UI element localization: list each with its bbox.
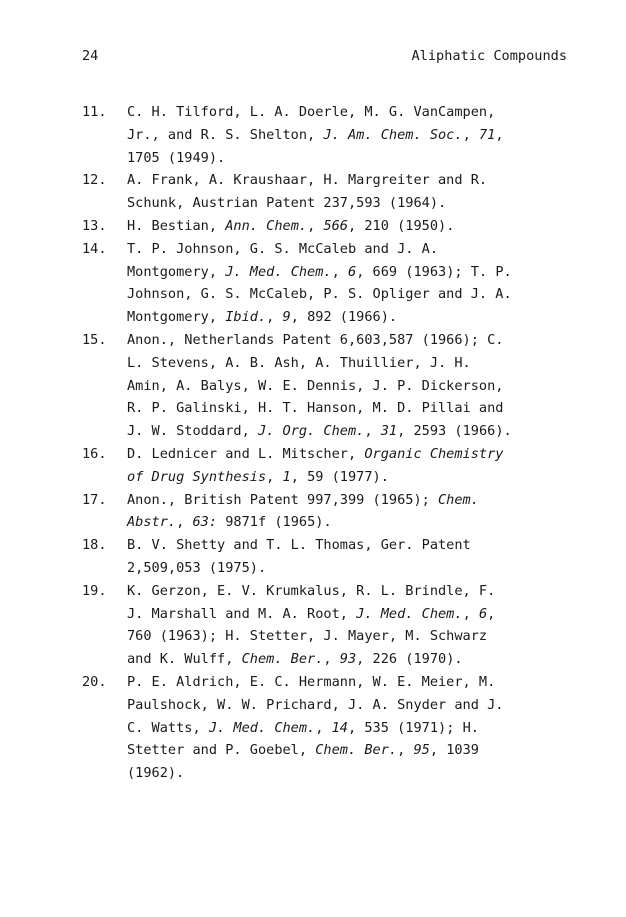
citation-text: ,: [331, 263, 348, 280]
reference-line: [127, 762, 572, 785]
reference-line: [127, 671, 572, 694]
reference-line: [127, 147, 572, 170]
citation-text: Paulshock, W. W. Prichard, J. A. Snyder and J.: [127, 696, 504, 713]
reference-line: [127, 101, 572, 124]
reference-line: [127, 352, 572, 375]
citation-text: Amin, A. Balys, W. E. Dennis, J. P. Dickerson,: [127, 377, 504, 394]
citation-text: , 2593 (1966).: [397, 423, 512, 440]
citation-text: Jr., and R. S. Shelton,: [127, 126, 324, 143]
citation-italic-text: 95: [413, 742, 430, 759]
citation-text: C. H. Tilford, L. A. Doerle, M. G. VanCampen,: [127, 104, 496, 120]
citation-text: K. Gerzon, E. V. Krumkalus, R. L. Brindle, F.: [127, 582, 496, 599]
citation-text: Schunk, Austrian Patent 237,593 (1964).: [127, 195, 447, 212]
citation-italic-text: J. Med. Chem.: [208, 719, 316, 736]
reference-item: [82, 238, 572, 329]
reference-number: 16.: [82, 445, 107, 462]
citation-italic-text: 31: [380, 423, 398, 440]
citation-text: ,: [462, 605, 479, 622]
citation-text: Johnson, G. S. McCaleb, P. S. Opliger and J. A.: [127, 286, 512, 303]
citation-italic-text: Chem. Ber.: [241, 651, 324, 668]
citation-italic-text: Ibid.: [225, 309, 267, 326]
reference-line: [127, 375, 572, 398]
reference-line: [127, 124, 572, 147]
citation-italic-text: J. Med. Chem.: [225, 263, 332, 280]
reference-number: 15.: [82, 331, 107, 348]
citation-text: , 669 (1963); T. P.: [356, 263, 512, 280]
citation-italic-text: 9: [282, 309, 291, 326]
citation-text: Montgomery,: [127, 309, 226, 326]
citation-text: J. Marshall and M. A. Root,: [127, 605, 357, 622]
citation-text: ,: [307, 217, 324, 234]
citation-text: , 226 (1970).: [356, 651, 463, 668]
citation-text: Anon., Netherlands Patent 6,603,587 (1966); C.: [127, 331, 504, 348]
citation-text: J. W. Stoddard,: [127, 423, 258, 440]
citation-italic-text: 6: [348, 263, 357, 280]
citation-italic-text: 63:: [192, 514, 218, 531]
citation-text: ,: [315, 719, 332, 736]
citation-italic-text: Ann. Chem.: [225, 217, 308, 234]
reference-line: [127, 192, 572, 215]
reference-item: [82, 671, 572, 785]
citation-text: ,: [495, 126, 504, 143]
reference-line: [127, 580, 572, 603]
reference-item: [82, 489, 572, 535]
reference-line: [127, 283, 572, 306]
reference-item: [82, 534, 572, 580]
reference-line: [127, 648, 572, 671]
citation-italic-text: 71: [478, 126, 496, 143]
reference-line: [127, 238, 572, 261]
reference-item: [82, 443, 572, 489]
reference-line: [127, 694, 572, 717]
reference-item: [82, 215, 572, 238]
citation-text: 1705 (1949).: [127, 149, 226, 166]
citation-text: ,: [364, 423, 381, 440]
citation-text: ,: [397, 742, 414, 759]
reference-line: [127, 306, 572, 329]
reference-line: [127, 489, 572, 512]
citation-italic-text: J. Med. Chem.: [356, 605, 463, 622]
citation-text: 9871f (1965).: [217, 514, 332, 531]
reference-item: [82, 329, 572, 443]
citation-text: 760 (1963); H. Stetter, J. Mayer, M. Schwarz: [127, 628, 488, 645]
reference-number: 19.: [82, 582, 107, 599]
reference-line: [127, 443, 572, 466]
citation-text: T. P. Johnson, G. S. McCaleb and J. A.: [127, 240, 438, 257]
reference-number: 14.: [82, 240, 107, 257]
citation-italic-text: 1: [282, 468, 291, 485]
reference-line: [127, 511, 572, 534]
citation-text: B. V. Shetty and T. L. Thomas, Ger. Patent: [127, 537, 471, 554]
reference-line: [127, 261, 572, 284]
reference-item: [82, 101, 572, 169]
reference-line: [127, 557, 572, 580]
citation-text: L. Stevens, A. B. Ash, A. Thuillier, J. H.: [127, 354, 471, 371]
reference-line: [127, 603, 572, 626]
citation-italic-text: J. Am. Chem. Soc.: [323, 126, 463, 143]
citation-text: , 210 (1950).: [348, 217, 455, 234]
reference-line: [127, 466, 572, 489]
reference-number: 11.: [82, 104, 107, 120]
reference-line: [127, 717, 572, 740]
citation-italic-text: 14: [331, 719, 348, 736]
citation-text: , 892 (1966).: [290, 309, 398, 326]
reference-number: 17.: [82, 491, 107, 508]
reference-line: [127, 534, 572, 557]
citation-text: Stetter and P. Goebel,: [127, 742, 316, 759]
reference-number: 20.: [82, 673, 107, 690]
page-number: 24: [82, 48, 99, 64]
citation-italic-text: Chem.: [438, 491, 479, 508]
citation-text: D. Lednicer and L. Mitscher,: [127, 445, 365, 462]
citation-text: , 1039: [429, 742, 479, 759]
running-head: [82, 48, 567, 68]
reference-line: [127, 215, 572, 238]
reference-line: [127, 625, 572, 648]
citation-italic-text: Abstr.: [127, 514, 177, 531]
citation-italic-text: Chem. Ber.: [315, 742, 398, 759]
reference-line: [127, 397, 572, 420]
citation-text: ,: [266, 309, 283, 326]
citation-text: R. P. Galinski, H. T. Hanson, M. D. Pillai and: [127, 400, 504, 417]
citation-italic-text: 566: [323, 217, 348, 234]
citation-text: ,: [323, 651, 340, 668]
citation-italic-text: J. Org. Chem.: [257, 423, 365, 440]
reference-line: [127, 169, 572, 192]
citation-text: , 535 (1971); H.: [348, 719, 479, 736]
citation-text: H. Bestian,: [127, 217, 226, 234]
citation-italic-text: 93: [339, 651, 357, 668]
citation-italic-text: 6: [478, 605, 488, 622]
citation-text: C. Watts,: [127, 719, 209, 736]
reference-line: [127, 329, 572, 352]
citation-text: ,: [462, 126, 479, 143]
reference-number: 13.: [82, 217, 107, 234]
citation-text: and K. Wulff,: [127, 651, 242, 668]
citation-text: Anon., British Patent 997,399 (1965);: [127, 491, 438, 508]
citation-text: , 59 (1977).: [290, 468, 389, 485]
citation-text: (1962).: [127, 765, 185, 782]
reference-number: 12.: [82, 172, 107, 189]
citation-text: Montgomery,: [127, 263, 226, 280]
citation-italic-text: Organic Chemistry: [364, 445, 504, 462]
reference-item: [82, 580, 572, 671]
reference-number: 18.: [82, 537, 107, 554]
running-title: Aliphatic Compounds: [411, 48, 567, 64]
citation-text: ,: [487, 605, 496, 622]
citation-text: ,: [266, 468, 283, 485]
reference-item: [82, 169, 572, 215]
citation-text: A. Frank, A. Kraushaar, H. Margreiter and R.: [127, 172, 488, 189]
reference-line: [127, 420, 572, 443]
citation-text: ,: [176, 514, 193, 531]
citation-text: 2,509,053 (1975).: [127, 559, 267, 576]
reference-list: [82, 101, 572, 785]
citation-italic-text: of Drug Synthesis: [127, 468, 267, 485]
citation-text: P. E. Aldrich, E. C. Hermann, W. E. Meier, M.: [127, 673, 496, 690]
reference-line: [127, 739, 572, 762]
